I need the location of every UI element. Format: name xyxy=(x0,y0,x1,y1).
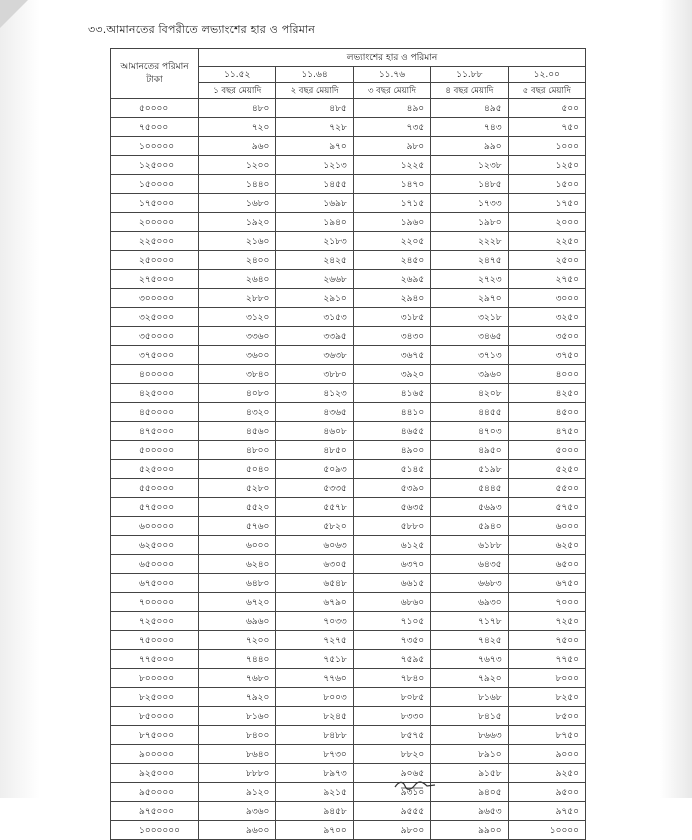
profit-amount-cell: ৯৪৫৮ xyxy=(276,802,353,821)
profit-amount-cell: ৫৮২০ xyxy=(276,517,353,536)
term-header-cell: ১ বছর মেয়াদি xyxy=(199,83,276,99)
profit-amount-cell: ৮৮৮০ xyxy=(199,764,276,783)
deposit-amount-cell: ৩০০০০০ xyxy=(111,289,199,308)
deposit-amount-cell: ৯৫০০০০ xyxy=(111,783,199,802)
profit-amount-cell: ৬৩০৫ xyxy=(276,555,353,574)
profit-amount-cell: ৮৮২০ xyxy=(353,745,430,764)
profit-amount-cell: ৯৩১০ xyxy=(353,783,430,802)
profit-amount-cell: ৭৩৫ xyxy=(353,118,430,137)
profit-amount-cell: ৯৬০ xyxy=(199,137,276,156)
profit-amount-cell: ৭৮৪০ xyxy=(353,669,430,688)
profit-amount-cell: ৭০৩৩ xyxy=(276,612,353,631)
profit-amount-cell: ১৬৯৮ xyxy=(276,194,353,213)
table-row xyxy=(111,270,586,289)
profit-amount-cell: ৫৫০০ xyxy=(508,479,585,498)
deposit-amount-cell: ৪০০০০০ xyxy=(111,365,199,384)
table-row xyxy=(111,99,586,118)
profit-amount-cell: ৮৬৬৩ xyxy=(431,726,508,745)
table-row xyxy=(111,536,586,555)
profit-amount-cell: ৮৯১০ xyxy=(431,745,508,764)
table-row xyxy=(111,707,586,726)
profit-amount-cell: ১৭১৫ xyxy=(353,194,430,213)
profit-amount-cell: ৪৬৫৫ xyxy=(353,422,430,441)
profit-amount-cell: ৬৩৭০ xyxy=(353,555,430,574)
profit-amount-cell: ৮২৫০ xyxy=(508,688,585,707)
deposit-amount-cell: ২৭৫০০০ xyxy=(111,270,199,289)
profit-amount-cell: ৯৫৫৫ xyxy=(353,802,430,821)
deposit-amount-cell: ৯২৫০০০ xyxy=(111,764,199,783)
deposit-amount-cell: ১০০০০০ xyxy=(111,137,199,156)
profit-amount-cell: ৯৭০ xyxy=(276,137,353,156)
table-row xyxy=(111,365,586,384)
profit-amount-cell: ২৯৭০ xyxy=(431,289,508,308)
profit-amount-cell: ৩৯২০ xyxy=(353,365,430,384)
rate-header-cell: ১১.৮৮ xyxy=(431,67,508,83)
signature-mark xyxy=(393,779,437,791)
profit-amount-cell: ৮৪০০ xyxy=(199,726,276,745)
deposit-amount-cell: ৪৭৫০০০ xyxy=(111,422,199,441)
profit-amount-cell: ৪৮০০ xyxy=(199,441,276,460)
deposit-amount-cell: ৩৭৫০০০ xyxy=(111,346,199,365)
rate-header-cell: ১২.০০ xyxy=(508,67,585,83)
profit-amount-cell: ৩৬০০ xyxy=(199,346,276,365)
profit-amount-cell: ৬৭৫০ xyxy=(508,574,585,593)
profit-amount-cell: ৫৩৯০ xyxy=(353,479,430,498)
table-row xyxy=(111,593,586,612)
profit-amount-cell: ৫১৪৫ xyxy=(353,460,430,479)
profit-amount-cell: ৭২৮ xyxy=(276,118,353,137)
profit-amount-cell: ৫০৪০ xyxy=(199,460,276,479)
profit-amount-cell: ৬২৪০ xyxy=(199,555,276,574)
profit-amount-cell: ২৯১০ xyxy=(276,289,353,308)
profit-amount-cell: ৭৫৯৫ xyxy=(353,650,430,669)
term-header-cell: ৪ বছর মেয়াদি xyxy=(431,83,508,99)
profit-amount-cell: ৩৪৬৫ xyxy=(431,327,508,346)
profit-amount-cell: ৬০০০ xyxy=(199,536,276,555)
profit-amount-cell: ২৮৮০ xyxy=(199,289,276,308)
profit-amount-cell: ৪০৮০ xyxy=(199,384,276,403)
profit-amount-cell: ২৪৫০ xyxy=(353,251,430,270)
profit-amount-cell: ৬৯৬০ xyxy=(199,612,276,631)
profit-amount-cell: ১২৫০ xyxy=(508,156,585,175)
profit-amount-cell: ৮৫৭৫ xyxy=(353,726,430,745)
profit-amount-cell: ১২১৩ xyxy=(276,156,353,175)
rate-header-cell: ১১.৭৬ xyxy=(353,67,430,83)
profit-amount-cell: ৪৪১০ xyxy=(353,403,430,422)
deposit-amount-cell: ২০০০০০ xyxy=(111,213,199,232)
profit-amount-cell: ৭৬৮০ xyxy=(199,669,276,688)
profit-amount-cell: ২৭৫০ xyxy=(508,270,585,289)
profit-amount-cell: ৫০৯৩ xyxy=(276,460,353,479)
table-row xyxy=(111,498,586,517)
table-row xyxy=(111,403,586,422)
profit-amount-cell: ৫২৫০ xyxy=(508,460,585,479)
table-row xyxy=(111,821,586,840)
table-row xyxy=(111,802,586,821)
profit-amount-cell: ৬৪৩৫ xyxy=(431,555,508,574)
profit-amount-cell: ৪৩৬৫ xyxy=(276,403,353,422)
profit-amount-cell: ৫৬৯৩ xyxy=(431,498,508,517)
deposit-amount-cell: ৬২৫০০০ xyxy=(111,536,199,555)
profit-amount-cell: ৬৫৪৮ xyxy=(276,574,353,593)
deposit-amount-cell: ৪২৫০০০ xyxy=(111,384,199,403)
profit-amount-cell: ৪৭৫০ xyxy=(508,422,585,441)
profit-amount-cell: ৭৯২০ xyxy=(431,669,508,688)
profit-amount-cell: ১৪৮৫ xyxy=(431,175,508,194)
profit-amount-cell: ৩৩৬০ xyxy=(199,327,276,346)
profit-amount-cell: ৩৬৭৫ xyxy=(353,346,430,365)
rate-header-cell: ১১.৫২ xyxy=(199,67,276,83)
profit-amount-cell: ২৫০০ xyxy=(508,251,585,270)
profit-amount-cell: ৩১৫৩ xyxy=(276,308,353,327)
table-row xyxy=(111,783,586,802)
profit-amount-cell: ৬১২৫ xyxy=(353,536,430,555)
profit-amount-cell: ৬৬১৫ xyxy=(353,574,430,593)
deposit-amount-cell: ৭৫০০০০ xyxy=(111,631,199,650)
profit-amount-cell: ৯০৬৫ xyxy=(353,764,430,783)
profit-amount-cell: ২২৫০ xyxy=(508,232,585,251)
profit-amount-cell: ৯৭৫০ xyxy=(508,802,585,821)
profit-amount-cell: ২২২৮ xyxy=(431,232,508,251)
table-row xyxy=(111,175,586,194)
deposit-amount-cell: ৭৭৫০০০ xyxy=(111,650,199,669)
profit-amount-cell: ৬৬৮৩ xyxy=(431,574,508,593)
profit-amount-cell: ৯৫০০ xyxy=(508,783,585,802)
profit-amount-cell: ৯২৫০ xyxy=(508,764,585,783)
profit-amount-cell: ৯২১৫ xyxy=(276,783,353,802)
profit-amount-cell: ৮২৪৫ xyxy=(276,707,353,726)
profit-amount-cell: ২১৮৩ xyxy=(276,232,353,251)
page-corner-fold xyxy=(0,0,28,28)
profit-amount-cell: ৭৯২০ xyxy=(199,688,276,707)
deposit-amount-cell: ৫৭৫০০০ xyxy=(111,498,199,517)
profit-amount-cell: ৭২৫০ xyxy=(508,612,585,631)
profit-amount-cell: ২০০০ xyxy=(508,213,585,232)
profit-amount-cell: ৬৪৮০ xyxy=(199,574,276,593)
term-header-cell: ৩ বছর মেয়াদি xyxy=(353,83,430,99)
profit-amount-cell: ২৪৭৫ xyxy=(431,251,508,270)
profit-amount-cell: ৯৪০৫ xyxy=(431,783,508,802)
profit-amount-cell: ৩১২০ xyxy=(199,308,276,327)
profit-amount-cell: ৪৯৫০ xyxy=(431,441,508,460)
table-row xyxy=(111,308,586,327)
profit-amount-cell: ৯৮০০ xyxy=(353,821,430,840)
profit-amount-cell: ৯৯০০ xyxy=(431,821,508,840)
deposit-amount-cell: ৬০০০০০ xyxy=(111,517,199,536)
table-row xyxy=(111,289,586,308)
profit-amount-cell: ৩৮৪০ xyxy=(199,365,276,384)
profit-amount-cell: ৫১৯৮ xyxy=(431,460,508,479)
table-row xyxy=(111,764,586,783)
table-row xyxy=(111,441,586,460)
table-row xyxy=(111,517,586,536)
table-row xyxy=(111,137,586,156)
table-row xyxy=(111,460,586,479)
profit-amount-cell: ৪৫০০ xyxy=(508,403,585,422)
deposit-amount-cell: ৬৭৫০০০ xyxy=(111,574,199,593)
deposit-amount-cell: ২২৫০০০ xyxy=(111,232,199,251)
profit-amount-cell: ৭৪৪০ xyxy=(199,650,276,669)
deposit-amount-cell: ৮৭৫০০০ xyxy=(111,726,199,745)
deposit-amount-cell: ৭২৫০০০ xyxy=(111,612,199,631)
table-row xyxy=(111,251,586,270)
profit-amount-cell: ৮৪৮৮ xyxy=(276,726,353,745)
profit-amount-cell: ৬৭৯০ xyxy=(276,593,353,612)
profit-amount-cell: ৯৭০০ xyxy=(276,821,353,840)
table-row xyxy=(111,688,586,707)
table-row xyxy=(111,384,586,403)
profit-amount-cell: ৮০৮৫ xyxy=(353,688,430,707)
profit-amount-cell: ৩৭৫০ xyxy=(508,346,585,365)
profit-amount-cell: ৪৬০৮ xyxy=(276,422,353,441)
profit-amount-cell: ৪১৬৫ xyxy=(353,384,430,403)
table-row xyxy=(111,612,586,631)
profit-amount-cell: ৫৫২০ xyxy=(199,498,276,517)
table-row xyxy=(111,194,586,213)
table-row xyxy=(111,631,586,650)
profit-amount-cell: ৪১২৩ xyxy=(276,384,353,403)
profit-amount-cell: ১০০০ xyxy=(508,137,585,156)
profit-amount-cell: ১৪৫৫ xyxy=(276,175,353,194)
profit-amount-cell: ৫৮৮০ xyxy=(353,517,430,536)
profit-amount-cell: ৬২৫০ xyxy=(508,536,585,555)
deposit-amount-cell: ১২৫০০০ xyxy=(111,156,199,175)
rate-header-cell: ১১.৬৪ xyxy=(276,67,353,83)
deposit-amount-cell: ৭৫০০০ xyxy=(111,118,199,137)
profit-amount-cell: ৭৫১৮ xyxy=(276,650,353,669)
profit-amount-cell: ১৫০০ xyxy=(508,175,585,194)
deposit-amount-cell: ৫২৫০০০ xyxy=(111,460,199,479)
profit-amount-cell: ১০০০০ xyxy=(508,821,585,840)
profit-amount-cell: ৮৯৭৩ xyxy=(276,764,353,783)
deposit-amount-cell: ৫০০০০০ xyxy=(111,441,199,460)
profit-amount-cell: ৪৯০ xyxy=(353,99,430,118)
deposit-amount-cell: ৩৫০০০০ xyxy=(111,327,199,346)
profit-amount-cell: ৮০০৩ xyxy=(276,688,353,707)
profit-amount-cell: ৪২০৮ xyxy=(431,384,508,403)
profit-amount-cell: ১৬৮০ xyxy=(199,194,276,213)
table-row xyxy=(111,156,586,175)
profit-amount-cell: ৬৯৩০ xyxy=(431,593,508,612)
profit-amount-cell: ২৬৪০ xyxy=(199,270,276,289)
profit-amount-cell: ২২০৫ xyxy=(353,232,430,251)
profit-amount-cell: ৮৩৩০ xyxy=(353,707,430,726)
profit-amount-cell: ৪৭০৩ xyxy=(431,422,508,441)
profit-amount-cell: ৮৬৪০ xyxy=(199,745,276,764)
rate-table-body xyxy=(111,99,586,840)
amount-column-header xyxy=(111,49,199,99)
profit-amount-cell: ৯৬০০ xyxy=(199,821,276,840)
amount-header-label: আমানতের পরিমান xyxy=(120,61,189,72)
profit-amount-cell: ৪৮৫০ xyxy=(276,441,353,460)
deposit-amount-cell: ২৫০০০০ xyxy=(111,251,199,270)
profit-amount-cell: ৭৬৭৩ xyxy=(431,650,508,669)
profit-amount-cell: ৪৪৫৫ xyxy=(431,403,508,422)
profit-amount-cell: ৫৭৬০ xyxy=(199,517,276,536)
profit-amount-cell: ১২২৫ xyxy=(353,156,430,175)
deposit-amount-cell: ৯০০০০০ xyxy=(111,745,199,764)
profit-amount-cell: ৭২০ xyxy=(199,118,276,137)
profit-amount-cell: ৩২১৮ xyxy=(431,308,508,327)
profit-amount-cell: ২১৬০ xyxy=(199,232,276,251)
profit-amount-cell: ৮৭৫০ xyxy=(508,726,585,745)
profit-amount-cell: ৪৩২০ xyxy=(199,403,276,422)
profit-amount-cell: ১২৩৮ xyxy=(431,156,508,175)
profit-amount-cell: ৭০০০ xyxy=(508,593,585,612)
table-row xyxy=(111,232,586,251)
profit-amount-cell: ২৪২৫ xyxy=(276,251,353,270)
profit-amount-cell: ৪৫৬০ xyxy=(199,422,276,441)
profit-amount-cell: ৮১৬০ xyxy=(199,707,276,726)
profit-amount-cell: ৬০০০ xyxy=(508,517,585,536)
profit-amount-cell: ১৭৩৩ xyxy=(431,194,508,213)
profit-amount-cell: ৯৩৬০ xyxy=(199,802,276,821)
profit-amount-cell: ৭৪৩ xyxy=(431,118,508,137)
profit-amount-cell: ৫৩৩৫ xyxy=(276,479,353,498)
profit-amount-cell: ৩৭১৩ xyxy=(431,346,508,365)
profit-amount-cell: ৬১৮৮ xyxy=(431,536,508,555)
table-row xyxy=(111,118,586,137)
profit-amount-cell: ৭৭৫০ xyxy=(508,650,585,669)
profit-amount-cell: ৬৮৬০ xyxy=(353,593,430,612)
profit-amount-cell: ৩৪৩০ xyxy=(353,327,430,346)
profit-amount-cell: ৮৪১৫ xyxy=(431,707,508,726)
profit-amount-cell: ৫২৮০ xyxy=(199,479,276,498)
table-row xyxy=(111,327,586,346)
profit-amount-cell: ৭৫০ xyxy=(508,118,585,137)
profit-amount-cell: ৭২০০ xyxy=(199,631,276,650)
profit-amount-cell: ৯০০০ xyxy=(508,745,585,764)
profit-amount-cell: ৮৫০০ xyxy=(508,707,585,726)
profit-amount-cell: ৫৭৫০ xyxy=(508,498,585,517)
interest-rate-table xyxy=(110,48,586,840)
amount-header-unit: টাকা xyxy=(146,74,163,85)
profit-amount-cell: ৪৮৫ xyxy=(276,99,353,118)
profit-amount-cell: ৩৩৯৫ xyxy=(276,327,353,346)
profit-amount-cell: ৯১২০ xyxy=(199,783,276,802)
profit-amount-cell: ৫৫৭৮ xyxy=(276,498,353,517)
profit-amount-cell: ৩৯৬০ xyxy=(431,365,508,384)
table-row xyxy=(111,213,586,232)
profit-amount-cell: ৩৮৮০ xyxy=(276,365,353,384)
profit-amount-cell: ৬০৬৩ xyxy=(276,536,353,555)
deposit-amount-cell: ৮০০০০০ xyxy=(111,669,199,688)
deposit-amount-cell: ১০০০০০০ xyxy=(111,821,199,840)
profit-amount-cell: ৫০০০ xyxy=(508,441,585,460)
table-row xyxy=(111,574,586,593)
deposit-amount-cell: ৬৫০০০০ xyxy=(111,555,199,574)
profit-amount-cell: ৫৬৩৫ xyxy=(353,498,430,517)
profit-amount-cell: ৭৭৬০ xyxy=(276,669,353,688)
profit-amount-cell: ২৯৪০ xyxy=(353,289,430,308)
profit-amount-cell: ৯১৫৮ xyxy=(431,764,508,783)
profit-amount-cell: ৭১৭৮ xyxy=(431,612,508,631)
deposit-amount-cell: ৫৫০০০০ xyxy=(111,479,199,498)
profit-amount-cell: ১৭৫০ xyxy=(508,194,585,213)
deposit-amount-cell: ৪৫০০০০ xyxy=(111,403,199,422)
profit-amount-cell: ৯৮০ xyxy=(353,137,430,156)
table-row xyxy=(111,479,586,498)
table-row xyxy=(111,422,586,441)
profit-amount-cell: ১৯৬০ xyxy=(353,213,430,232)
profit-amount-cell: ৩১৮৫ xyxy=(353,308,430,327)
profit-amount-cell: ৪০০০ xyxy=(508,365,585,384)
profit-amount-cell: ৬৫০০ xyxy=(508,555,585,574)
profit-amount-cell: ৫০০ xyxy=(508,99,585,118)
profit-amount-cell: ৪৯৫ xyxy=(431,99,508,118)
document-title: ৩৩.আমানতের বিপরীতে লভ্যাংশের হার ও পরিমান xyxy=(88,23,316,36)
profit-amount-cell: ৫৪৪৫ xyxy=(431,479,508,498)
profit-amount-cell: ২৭২৩ xyxy=(431,270,508,289)
profit-amount-cell: ৯৯০ xyxy=(431,137,508,156)
deposit-amount-cell: ৩২৫০০০ xyxy=(111,308,199,327)
profit-amount-cell: ৪৯০০ xyxy=(353,441,430,460)
profit-amount-cell: ৭১০৫ xyxy=(353,612,430,631)
profit-amount-cell: ১৪৭০ xyxy=(353,175,430,194)
rate-group-header: লভ্যাংশের হার ও পরিমান xyxy=(199,49,586,67)
table-row xyxy=(111,555,586,574)
profit-amount-cell: ৩৫০০ xyxy=(508,327,585,346)
deposit-amount-cell: ৫০০০০ xyxy=(111,99,199,118)
table-row xyxy=(111,650,586,669)
profit-amount-cell: ৭৪২৫ xyxy=(431,631,508,650)
profit-amount-cell: ৭২৭৫ xyxy=(276,631,353,650)
profit-amount-cell: ২৬৬৮ xyxy=(276,270,353,289)
profit-amount-cell: ৮০০০ xyxy=(508,669,585,688)
profit-amount-cell: ৭৩৫০ xyxy=(353,631,430,650)
table-row xyxy=(111,346,586,365)
term-header-cell: ৫ বছর মেয়াদি xyxy=(508,83,585,99)
table-row xyxy=(111,726,586,745)
profit-amount-cell: ২৪০০ xyxy=(199,251,276,270)
deposit-amount-cell: ১৫০০০০ xyxy=(111,175,199,194)
profit-amount-cell: ৪৮০ xyxy=(199,99,276,118)
profit-amount-cell: ৯৬৫৩ xyxy=(431,802,508,821)
profit-amount-cell: ৪২৫০ xyxy=(508,384,585,403)
deposit-amount-cell: ৮২৫০০০ xyxy=(111,688,199,707)
profit-amount-cell: ৭৫০০ xyxy=(508,631,585,650)
deposit-amount-cell: ১৭৫০০০ xyxy=(111,194,199,213)
profit-amount-cell: ৬৭২০ xyxy=(199,593,276,612)
profit-amount-cell: ৮৭৩০ xyxy=(276,745,353,764)
profit-amount-cell: ১৯২০ xyxy=(199,213,276,232)
profit-amount-cell: ৩৬৩৮ xyxy=(276,346,353,365)
table-row xyxy=(111,745,586,764)
term-header-cell: ২ বছর মেয়াদি xyxy=(276,83,353,99)
profit-amount-cell: ৩২৫০ xyxy=(508,308,585,327)
profit-amount-cell: ১৪৪০ xyxy=(199,175,276,194)
deposit-amount-cell: ৮৫০০০০ xyxy=(111,707,199,726)
profit-amount-cell: ১২০০ xyxy=(199,156,276,175)
profit-amount-cell: ৩০০০ xyxy=(508,289,585,308)
deposit-amount-cell: ৯৭৫০০০ xyxy=(111,802,199,821)
profit-amount-cell: ১৯৪০ xyxy=(276,213,353,232)
profit-amount-cell: ৫৯৪০ xyxy=(431,517,508,536)
profit-amount-cell: ১৯৮০ xyxy=(431,213,508,232)
profit-amount-cell: ৮১৬৮ xyxy=(431,688,508,707)
profit-amount-cell: ২৬৯৫ xyxy=(353,270,430,289)
table-row xyxy=(111,669,586,688)
deposit-amount-cell: ৭০০০০০ xyxy=(111,593,199,612)
